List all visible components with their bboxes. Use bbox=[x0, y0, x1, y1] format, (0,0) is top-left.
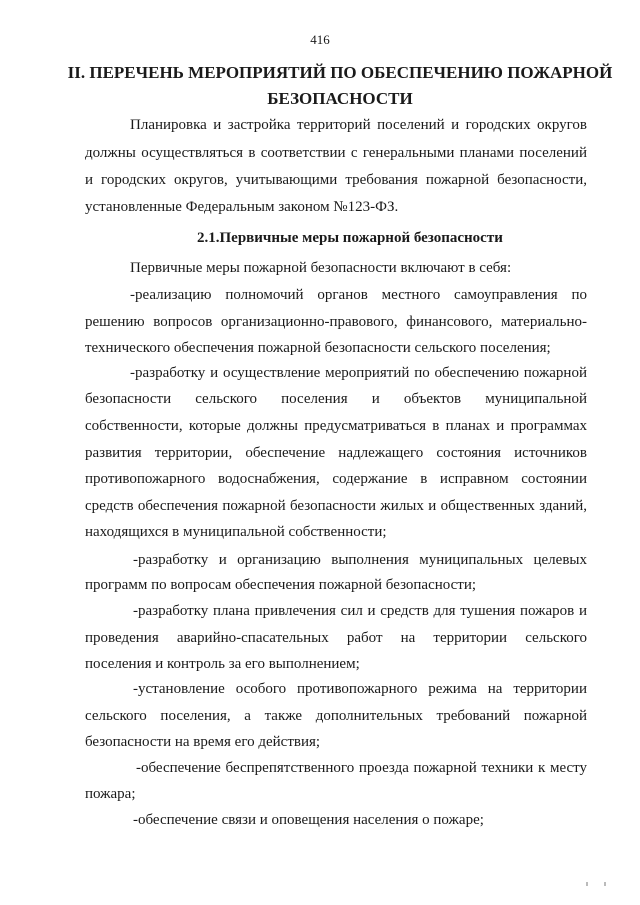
list-item-line: сельского поселения, а также дополнительных требований пожарной bbox=[85, 708, 587, 724]
list-item-line: безопасности сельского поселения и объектов муниципальной bbox=[85, 391, 587, 407]
section-heading-line-1: II. ПЕРЕЧЕНЬ МЕРОПРИЯТИЙ ПО ОБЕСПЕЧЕНИЮ ПОЖАРНОЙ bbox=[67, 63, 613, 82]
list-item-line: развития территории, обеспечение надлежащего состояния источников bbox=[85, 445, 587, 461]
list-item-line: -разработку и организацию выполнения муниципальных целевых bbox=[133, 552, 587, 568]
list-item-line: решению вопросов организационно-правового, финансового, материально- bbox=[85, 314, 587, 330]
list-item-line: поселения и контроль за его выполнением; bbox=[85, 656, 360, 672]
list-item-line: собственности, которые должны предусматриваться в планах и программах bbox=[85, 418, 587, 434]
list-item-line: пожара; bbox=[85, 786, 136, 802]
intro-line: должны осуществляться в соответствии с генеральными планами поселений bbox=[85, 145, 587, 161]
list-item-line: средств обеспечения пожарной безопасности жилых и общественных зданий, bbox=[85, 498, 587, 514]
list-item-line: -разработку и осуществление мероприятий по обеспечению пожарной bbox=[130, 365, 587, 381]
list-item-line: проведения аварийно-спасательных работ на территории сельского bbox=[85, 630, 587, 646]
list-item-line: -разработку плана привлечения сил и средств для тушения пожаров и bbox=[133, 603, 587, 619]
list-item-line: -обеспечение беспрепятственного проезда пожарной техники к месту bbox=[136, 760, 587, 776]
intro-line: установленные Федеральным законом №123-ФЗ. bbox=[85, 199, 399, 215]
list-item-line: безопасности на время его действия; bbox=[85, 734, 321, 750]
list-item-line: противопожарного водоснабжения, содержание в исправном состоянии bbox=[85, 471, 587, 487]
section-heading-line-2: БЕЗОПАСНОСТИ bbox=[267, 89, 413, 108]
list-item-line: -реализацию полномочий органов местного самоуправления по bbox=[130, 287, 587, 303]
lead-paragraph: Первичные меры пожарной безопасности включают в себя: bbox=[130, 260, 512, 276]
page-number: 416 bbox=[310, 32, 330, 47]
intro-line: и городских округов, учитывающими требования пожарной безопасности, bbox=[85, 172, 587, 188]
scan-mark bbox=[586, 882, 588, 886]
list-item-line: программ по вопросам обеспечения пожарной безопасности; bbox=[85, 577, 477, 593]
list-item-line: -обеспечение связи и оповещения населения о пожаре; bbox=[133, 812, 484, 828]
list-item-line: технического обеспечения пожарной безопасности сельского поселения; bbox=[85, 340, 551, 356]
list-item-line: находящихся в муниципальной собственности; bbox=[85, 524, 387, 540]
intro-line: Планировка и застройка территорий поселений и городских округов bbox=[130, 117, 587, 133]
list-item-line: -установление особого противопожарного режима на территории bbox=[133, 681, 587, 697]
subsection-title: 2.1.Первичные меры пожарной безопасности bbox=[197, 230, 503, 246]
scan-mark bbox=[604, 882, 606, 886]
